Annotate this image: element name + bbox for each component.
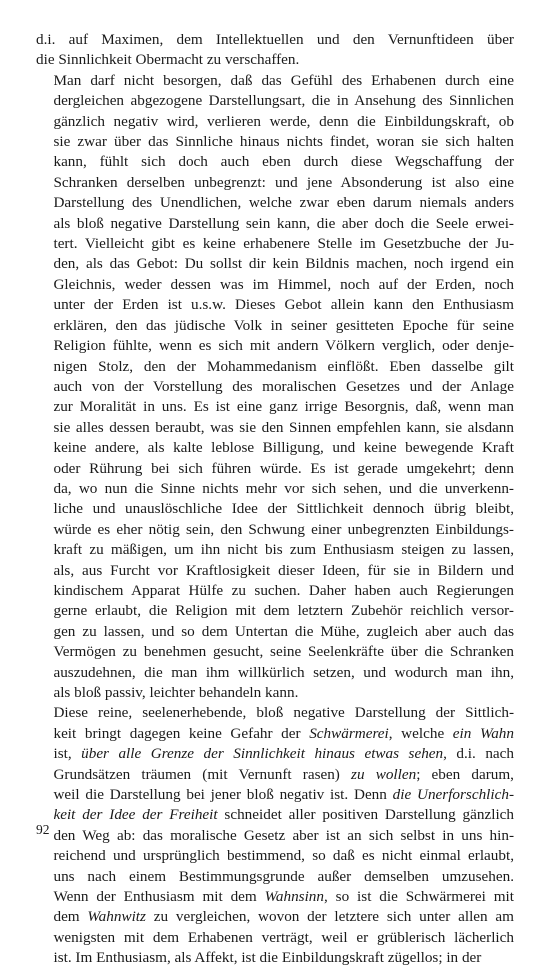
text-line: nigen Stolz, den der Mohammedanism einflößt. Eben dasselbe gilt: [53, 357, 514, 375]
text-line: d.i. auf Maximen, dem Intellektuellen und den Vernunftideen über: [36, 31, 514, 48]
text-line: als bloß negative Darstellung sein kann, die aber doch die Seele erwei-: [53, 214, 514, 232]
text-line: uns nach einem Bestimmungsgrunde außer demselben umzusehen.: [53, 867, 514, 885]
text-line: auch von der Vorstellung des moralischen Gesetzes und der Anlage: [53, 377, 514, 395]
text-line: den Weg ab: das moralische Gesetz aber ist an sich selbst in uns hin-: [53, 826, 514, 844]
text-line: Vermögen zu benehmen gesucht, seine Seelenkräfte über die Schranken: [53, 643, 514, 661]
text-line: gänzlich negativ wird, verlieren werde, denn die Einbildungskraft, ob: [53, 112, 514, 130]
text-line: Schranken derselben unbegrenzt: und jene Absonderung ist also eine: [53, 173, 514, 191]
text-line: kindischem Apparat Hülfe zu suchen. Daher haben auch Regierungen: [53, 581, 514, 599]
text-line: sie zwar über das Sinnliche hinaus nichts findet, woran sie sich halten: [53, 133, 514, 151]
text-line: erklären, den das jüdische Volk in seiner gesitteten Epoche für seine: [53, 316, 514, 334]
text-line: wenigsten mit dem Erhabenen verträgt, weil er grüblerisch lächerlich: [53, 928, 514, 946]
text-line: Grundsätzen träumen (mit Vernunft rasen) zu wollen; eben darum,: [53, 765, 514, 783]
text-line: keine andere, als kalte leblose Billigung, und keine bewegende Kraft: [53, 439, 514, 457]
text-line: dergleichen abgezogene Darstellungsart, die in Ansehung des Sinnlichen: [53, 92, 514, 110]
text-line: keit der Idee der Freiheit schneidet aller positiven Darstellung gänzlich: [53, 806, 514, 824]
text-line: Religion fühlte, wenn es sich mit andern Völkern verglich, oder denje-: [53, 337, 514, 355]
text-line: Diese reine, seelenerhebende, bloß negative Darstellung der Sittlich-: [53, 704, 514, 722]
text-line: ist, über alle Grenze der Sinnlichkeit hinaus etwas sehen, d.i. nach: [53, 745, 514, 763]
text-line: gerne erlaubt, die Religion mit dem letztern Zubehör reichlich versor-: [53, 602, 514, 620]
book-page-text: [36, 30, 514, 969]
text-line: Wenn der Enthusiasm mit dem Wahnsinn, so ist die Schwärmerei mit: [53, 888, 514, 906]
text-line: sie alles dessen beraubt, was sie den Sinnen empfehlen kann, sie alsdann: [53, 418, 514, 436]
text-line: liche und unauslöschliche Idee der Sittlichkeit dennoch übrig bleibt,: [53, 500, 514, 518]
text-line: Gleichnis, weder dessen was im Himmel, noch auf der Erden, noch: [53, 275, 514, 293]
text-line: unter der Erden ist u.s.w. Dieses Gebot allein kann den Enthusiasm: [53, 296, 514, 314]
text-line: auszudehnen, die man ihm willkürlich setzen, und wodurch man ihn,: [53, 663, 514, 681]
text-line: Darstellung des Unendlichen, welche zwar eben darum niemals anders: [53, 194, 514, 212]
text-line: weil die Darstellung bei jener bloß negativ ist. Denn die Unerforschlich-: [53, 786, 514, 804]
paragraph: [36, 30, 514, 71]
text-line: kraft zu mäßigen, um ihn nicht bis zum Enthusiasm steigen zu lassen,: [53, 541, 514, 559]
text-line: als, aus Furcht vor Kraftlosigkeit dieser Ideen, für sie in Bildern und: [53, 561, 514, 579]
text-line: gen zu lassen, und so dem Untertan die Mühe, zugleich aber auch das: [53, 622, 514, 640]
text-line: Man darf nicht besorgen, daß das Gefühl des Erhabenen durch eine: [53, 71, 514, 89]
text-line: keit bringt dagegen keine Gefahr der Schwärmerei, welche ein Wahn: [53, 724, 514, 742]
paragraph: [36, 71, 514, 704]
text-line: die Sinnlichkeit Obermacht zu verschaffen.: [36, 51, 300, 69]
paragraph: [36, 703, 514, 968]
text-line: da, wo nun die Sinne nichts mehr vor sich sehen, und die unverkenn-: [53, 479, 514, 497]
text-line: dem Wahnwitz zu vergleichen, wovon der letztere sich unter allen am: [53, 908, 514, 926]
page-number: 92: [36, 822, 50, 837]
text-line: würde es eher nötig sein, den Schwung einer unbegrenzten Einbildungs-: [53, 520, 514, 538]
text-line: den, als das Gebot: Du sollst dir kein Bildnis machen, noch irgend ein: [53, 255, 514, 273]
text-line: oder Rührung bei sich führen würde. Es ist gerade umgekehrt; denn: [53, 459, 514, 477]
text-line: zur Moralität in uns. Es ist eine ganz irrige Besorgnis, daß, wenn man: [53, 398, 514, 416]
text-line: kann, fühlt sich doch auch eben durch diese Wegschaffung der: [53, 153, 514, 171]
text-line: tert. Vielleicht gibt es keine erhabenere Stelle im Gesetzbuche der Ju-: [53, 235, 514, 253]
text-line: reichend und ursprünglich bestimmend, so daß es nicht einmal erlaubt,: [53, 847, 514, 865]
text-line: ist. Im Enthusiasm, als Affekt, ist die Einbildungskraft zügellos; in der: [53, 949, 482, 967]
text-line: als bloß passiv, leichter behandeln kann.: [53, 684, 299, 701]
